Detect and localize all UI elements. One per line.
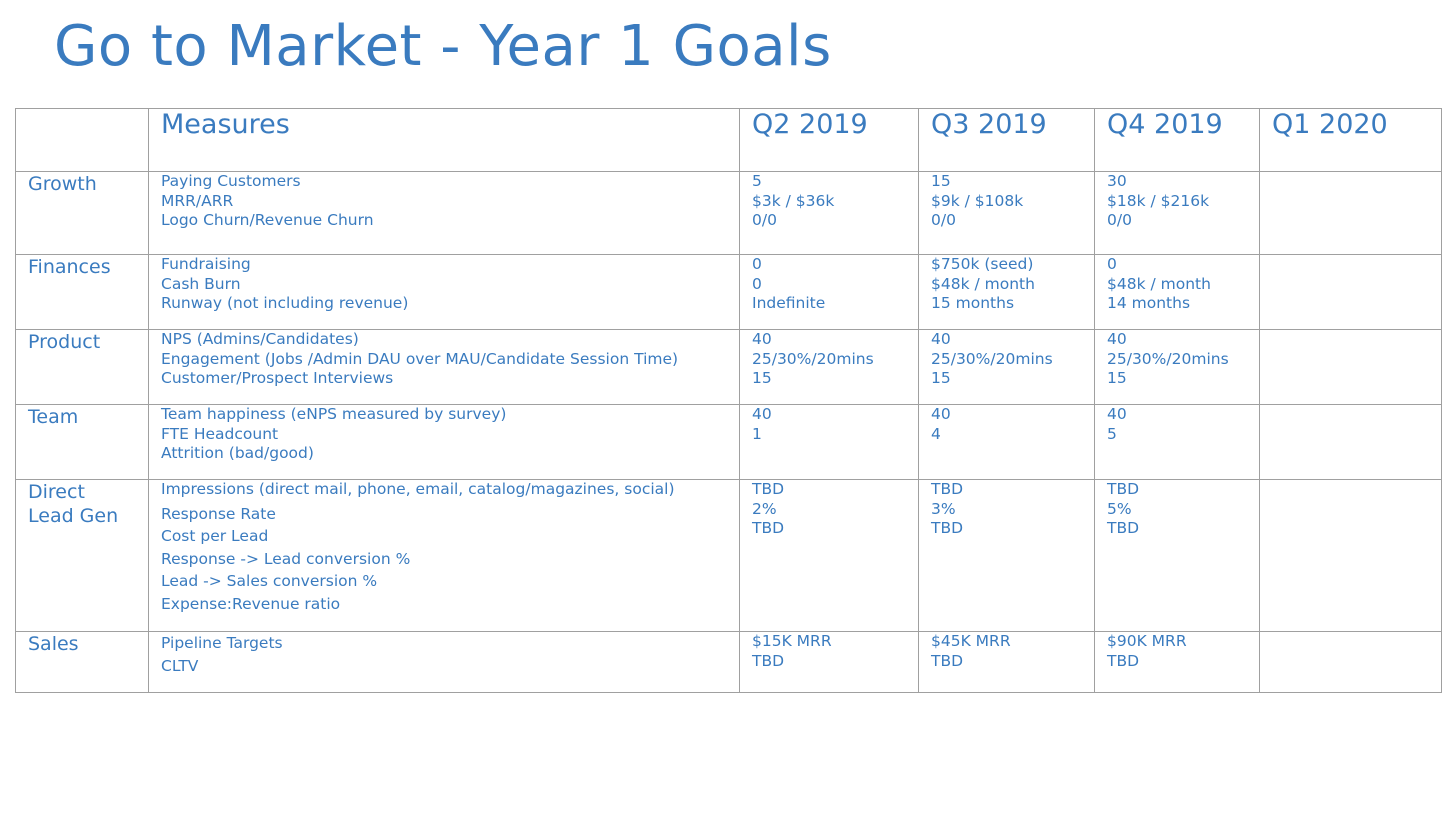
value: TBD: [1107, 480, 1140, 498]
value: TBD: [931, 651, 964, 670]
measure-item: Engagement (Jobs /Admin DAU over MAU/Candidate Session Time): [161, 349, 679, 368]
value: 40: [1107, 405, 1127, 423]
value: TBD: [1107, 651, 1140, 670]
q3-2019-cell: [919, 632, 1095, 693]
value: Indefinite: [752, 294, 826, 313]
measure-item: Response Rate: [161, 504, 276, 523]
q2-2019-cell: [740, 480, 919, 632]
value: 1: [752, 424, 762, 443]
table-row: [16, 255, 1442, 330]
q4-2019-cell: [1095, 405, 1260, 480]
value: 40: [752, 330, 772, 348]
category-line: Lead Gen: [28, 505, 119, 527]
q4-2019-cell: [1095, 330, 1260, 405]
value: TBD: [752, 519, 785, 538]
value: $15K MRR: [752, 632, 832, 650]
q2-2019-cell: [740, 632, 919, 693]
q3-2019-cell: [919, 330, 1095, 405]
table-row: [16, 480, 1442, 632]
measure-item: Team happiness (eNPS measured by survey): [161, 405, 507, 423]
measures-cell: [149, 632, 740, 693]
q1-2020-cell-blurred: [1260, 255, 1442, 330]
q1-2020-cell-blurred: [1260, 405, 1442, 480]
value: 5: [1107, 424, 1117, 443]
value: $9k / $108k: [931, 191, 1024, 210]
value: 3%: [931, 499, 956, 518]
value: $45K MRR: [931, 632, 1011, 650]
q4-2019-cell: [1095, 255, 1260, 330]
table-row: [16, 330, 1442, 405]
row-category-team: Team: [16, 405, 149, 480]
value: 2%: [752, 499, 777, 518]
value: 25/30%/20mins: [752, 349, 874, 368]
page-title: Go to Market - Year 1 Goals: [54, 14, 832, 79]
q4-2019-cell: [1095, 172, 1260, 255]
table-row: [16, 405, 1442, 480]
header-measures: Measures: [149, 109, 740, 172]
value: 0: [752, 274, 762, 293]
header-row: [16, 109, 1442, 172]
measure-item: MRR/ARR: [161, 191, 234, 210]
measure-item: Customer/Prospect Interviews: [161, 369, 394, 388]
q1-2020-cell-blurred: [1260, 172, 1442, 255]
value: TBD: [752, 480, 785, 498]
value: 0: [752, 255, 762, 273]
value: $48k / month: [931, 274, 1035, 293]
value: 15: [931, 172, 951, 190]
value: 15: [1107, 369, 1127, 388]
value: TBD: [931, 480, 964, 498]
measures-cell: [149, 405, 740, 480]
q2-2019-cell: [740, 172, 919, 255]
value: 0/0: [931, 211, 956, 230]
measure-item: Expense:Revenue ratio: [161, 594, 341, 613]
q2-2019-cell: [740, 405, 919, 480]
measure-item: CLTV: [161, 656, 199, 675]
value: TBD: [931, 519, 964, 538]
measure-item: Runway (not including revenue): [161, 294, 409, 313]
measure-item: Cash Burn: [161, 274, 241, 293]
measure-item: Paying Customers: [161, 172, 301, 190]
value: 30: [1107, 172, 1127, 190]
value: 15: [931, 369, 951, 388]
value: $18k / $216k: [1107, 191, 1210, 210]
value: 25/30%/20mins: [1107, 349, 1229, 368]
measure-item: Lead -> Sales conversion %: [161, 572, 378, 591]
table-row: [16, 632, 1442, 693]
q2-2019-cell: [740, 255, 919, 330]
measures-cell: [149, 330, 740, 405]
row-category-product: Product: [16, 330, 149, 405]
category-line: Direct: [28, 481, 85, 503]
header-q4-2019: Q4 2019: [1095, 109, 1260, 172]
measure-item: Attrition (bad/good): [161, 444, 314, 463]
value: $48k / month: [1107, 274, 1211, 293]
measure-item: FTE Headcount: [161, 424, 279, 443]
measure-item: Impressions (direct mail, phone, email, catalog/magazines, social): [161, 480, 675, 498]
row-category-finances: Finances: [16, 255, 149, 330]
row-category-direct-lead-gen: [16, 480, 149, 632]
q1-2020-cell-blurred: [1260, 480, 1442, 632]
q4-2019-cell: [1095, 480, 1260, 632]
row-category-sales: Sales: [16, 632, 149, 693]
value: 40: [1107, 330, 1127, 348]
value: $3k / $36k: [752, 191, 835, 210]
q3-2019-cell: [919, 172, 1095, 255]
measures-cell: [149, 480, 740, 632]
value: 5%: [1107, 499, 1132, 518]
header-empty: [16, 109, 149, 172]
measure-item: Pipeline Targets: [161, 634, 283, 652]
header-q1-2020: Q1 2020: [1260, 109, 1442, 172]
value: 5: [752, 172, 762, 190]
value: 0: [1107, 255, 1117, 273]
value: 14 months: [1107, 294, 1191, 313]
value: $90K MRR: [1107, 632, 1187, 650]
value: 0/0: [1107, 211, 1132, 230]
measure-item: Logo Churn/Revenue Churn: [161, 211, 374, 230]
value: 4: [931, 424, 941, 443]
measure-item: Response -> Lead conversion %: [161, 549, 411, 568]
value: TBD: [1107, 519, 1140, 538]
q3-2019-cell: [919, 405, 1095, 480]
value: 40: [931, 405, 951, 423]
q4-2019-cell: [1095, 632, 1260, 693]
q3-2019-cell: [919, 480, 1095, 632]
value: 15 months: [931, 294, 1015, 313]
value: TBD: [752, 651, 785, 670]
measure-item: Cost per Lead: [161, 527, 269, 546]
value: $750k (seed): [931, 255, 1034, 273]
value: 25/30%/20mins: [931, 349, 1053, 368]
value: 40: [931, 330, 951, 348]
q3-2019-cell: [919, 255, 1095, 330]
measure-item: Fundraising: [161, 255, 251, 273]
row-category-growth: Growth: [16, 172, 149, 255]
header-q2-2019: Q2 2019: [740, 109, 919, 172]
q1-2020-cell-blurred: [1260, 632, 1442, 693]
q1-2020-cell-blurred: [1260, 330, 1442, 405]
q2-2019-cell: [740, 330, 919, 405]
value: 0/0: [752, 211, 777, 230]
measures-cell: [149, 255, 740, 330]
table-row: [16, 172, 1442, 255]
header-q3-2019: Q3 2019: [919, 109, 1095, 172]
value: 40: [752, 405, 772, 423]
value: 15: [752, 369, 772, 388]
measures-cell: [149, 172, 740, 255]
goals-table: [15, 108, 1442, 693]
measure-item: NPS (Admins/Candidates): [161, 330, 359, 348]
